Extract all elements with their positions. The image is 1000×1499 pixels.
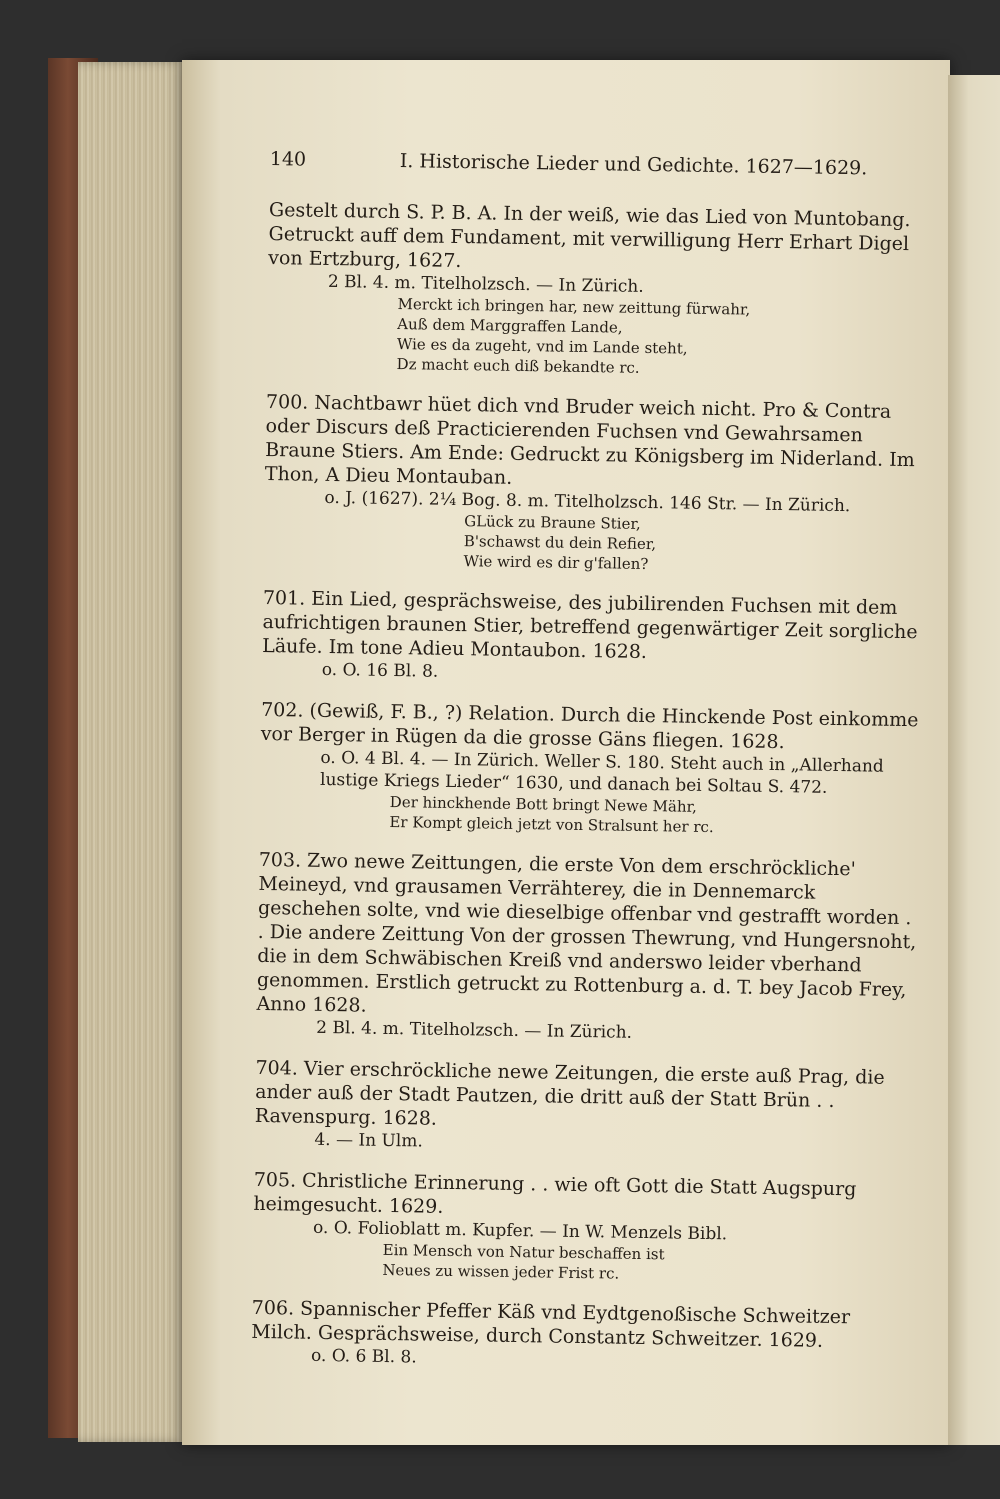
entry-706: [251, 1296, 912, 1376]
entry-text: 700. Nachtbawr hüet dich vnd Bruder weich nicht. Pro & Contra oder Discurs deß Practicierenden Fuchsen vnd Gewahrsamen Braune Stiers. Am Ende: Gedruckt zu Königsberg im Niderland. Im Thon, A Dieu Montauban.: [264, 390, 915, 489]
entry-note: 4. — In Ulm.: [314, 1129, 423, 1152]
page-content: [251, 148, 930, 1376]
entry-701: [262, 586, 923, 690]
verse-line: Merckt ich bringen har, new zeittung fürwahr,: [397, 295, 751, 319]
verse-line: B'schawst du dein Refier,: [463, 532, 657, 554]
entry-note: o. O. 6 Bl. 8.: [310, 1345, 417, 1368]
verse-line: Neues zu wissen jeder Frist rc.: [382, 1260, 620, 1283]
entry-text: 703. Zwo newe Zeittungen, die erste Von dem erschröckliche' Meineyd, vnd grausamen Verrähterey, die in Dennemarck geschehen solte, vnd wie dieselbige offenbar vnd gestrafft worden . . Die andere Zeittung Von der grossen Thewrung, vnd Hungersnoht, die in dem Schwäbischen Kreiß vnd anderswo leider vberhand genommen. Erstlich getruckt zu Rottenburg a. d. T. bey Jacob Frey, Anno 1628.: [256, 848, 917, 1017]
entry-note: 2 Bl. 4. m. Titelholzsch. — In Zürich.: [327, 271, 644, 297]
entry-text: 701. Ein Lied, gesprächsweise, des jubilirenden Fuchsen mit dem aufrichtigen braunen Stier, betreffend gegenwärtiger Zeit sorgliche Läufe. Im tone Adieu Montaubon. 1628.: [262, 586, 918, 663]
entry-text: Gestelt durch S. P. B. A. In der weiß, wie das Lied von Muntobang. Getruckt auff dem Fundament, mit verwilligung Herr Erhart Digel von Ertzburg, 1627.: [268, 198, 911, 273]
entry-705: [252, 1168, 914, 1288]
verse-line: GLück zu Braune Stier,: [464, 512, 641, 533]
entry-note: o. O. Folioblatt m. Kupfer. — In W. Menzels Bibl.: [312, 1217, 728, 1245]
entry-note: o. O. 16 Bl. 8.: [321, 659, 439, 682]
verse-line: Ein Mensch von Natur beschaffen ist: [382, 1240, 665, 1264]
intro-entry: [266, 198, 929, 382]
entry-note: 2 Bl. 4. m. Titelholzsch. — In Zürich.: [316, 1017, 633, 1043]
entry-703: [256, 848, 919, 1048]
entry-700: [263, 390, 926, 578]
page-number: 140: [269, 148, 307, 171]
entry-704: [254, 1056, 915, 1160]
entry-text: 702. (Gewiß, F. B., ?) Relation. Durch die Hinckende Post einkomme vor Berger in Rügen da die grosse Gäns fliegen. 1628.: [260, 698, 919, 754]
entry-text: 706. Spannischer Pfeffer Käß vnd Eydtgenoßische Schweitzer Milch. Gesprächsweise, durch Constantz Schweitzer. 1629.: [251, 1296, 851, 1352]
page-stack-edge: [78, 62, 190, 1442]
verse-line: Wie es da zugeht, vnd im Lande steht,: [396, 335, 688, 358]
facing-page-edge: [948, 75, 1000, 1445]
entry-text: 705. Christliche Erinnerung . . wie oft Gott die Statt Augspurg heimgesucht. 1629.: [253, 1168, 857, 1218]
entry-note: o. J. (1627). 2¼ Bog. 8. m. Titelholzsch. 146 Str. — In Zürich.: [324, 487, 851, 517]
verse-line: Wie wird es dir g'fallen?: [463, 552, 649, 573]
entry-note: o. O. 4 Bl. 4. — In Zürich. Weller S. 180. Steht auch in „Allerhand lustige Kriegs Lieder“ 1630, und danach bei Soltau S. 472.: [319, 747, 884, 798]
entry-702: [259, 698, 921, 840]
verse-line: Der hinckhende Bott bringt Newe Mähr,: [389, 792, 698, 816]
verse-line: Dz macht euch diß bekandte rc.: [396, 355, 640, 377]
verse-line: Auß dem Marggraffen Lande,: [397, 315, 623, 337]
entry-text: 704. Vier erschröckliche newe Zeitungen, die erste auß Prag, die ander auß der Stadt Pautzen, die dritt auß der Statt Brün . . Ravenspurg. 1628.: [254, 1056, 885, 1130]
verse-line: Er Kompt gleich jetzt von Stralsunt her rc.: [389, 812, 714, 837]
running-title: I. Historische Lieder und Gedichte. 1627—1629.: [399, 150, 868, 180]
